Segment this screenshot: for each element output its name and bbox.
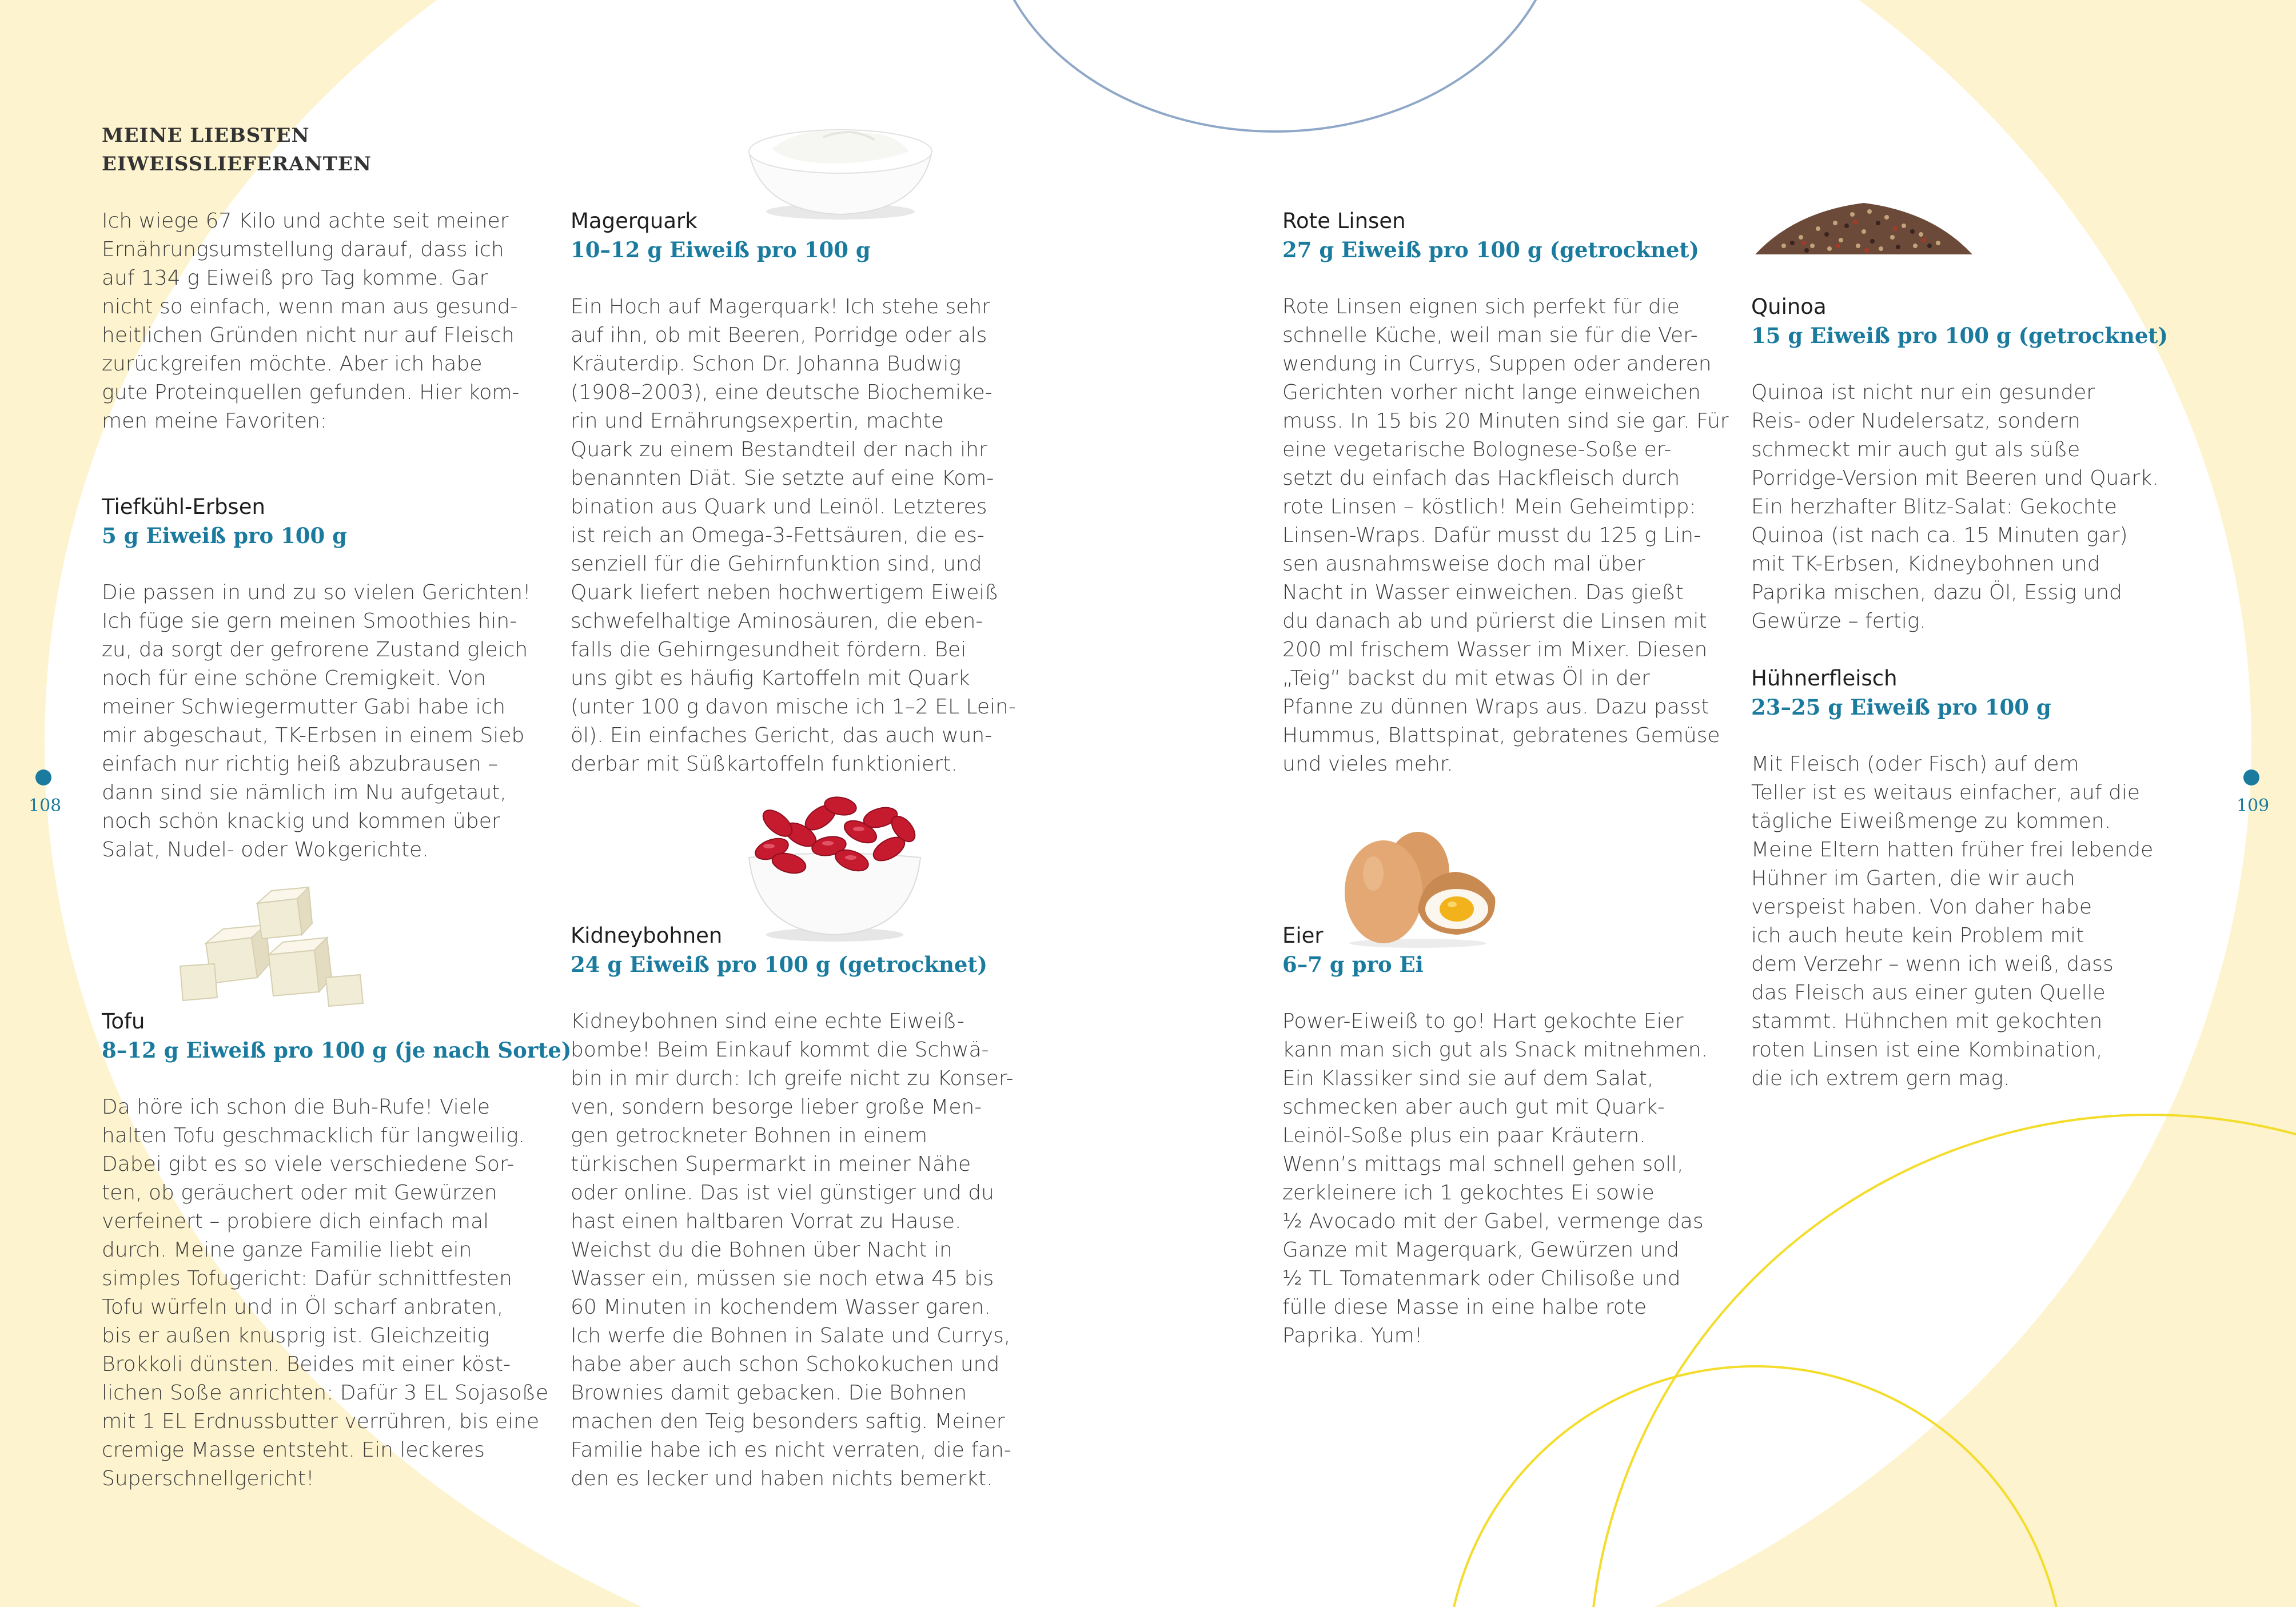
section-heading-line1: MEINE LIEBSTEN <box>102 124 310 147</box>
page-number-left: 108 <box>29 796 62 816</box>
linsen-title: Rote Linsen <box>1282 209 1406 233</box>
huhn-protein: 23–25 g Eiweiß pro 100 g <box>1751 695 2051 720</box>
kidneybohnen-text: Kidneybohnen sind eine echte Eiweiß- bombe! Beim Einkauf kommt die Schwä- bin in mir durch: Ich greife nicht zu Konser- ven, sondern besorge lieber große Men- gen getrockneter Bohnen in einem türkischen Supermarkt in meiner Nähe oder online. Das ist viel günstiger und du hast einen haltbaren Vorrat zu Hause. Weichst du die Bohnen über Nacht in Wasser ein, müssen sie noch etwa 45 bis 60 Minuten in kochendem Wasser garen. Ich werfe die Bohnen in Salate und Currys, habe aber auch schon Schokokuchen und Brownies damit gebacken. Die Bohnen machen den Teig besonders saftig. Meiner Familie habe ich es nicht verraten, die fan- den es lecker und haben nichts bemerkt. <box>571 1010 1014 1490</box>
kidneybohnen-image <box>738 795 932 943</box>
intro-text: Ich wiege 67 Kilo und achte seit meiner Ernährungsumstellung darauf, dass ich auf 134 g Eiweiß pro Tag komme. Gar nicht so einfach, wenn man aus gesund- heitlichen Gründen nicht nur auf Fleisch zurückgreifen möchte. Aber ich habe gute Proteinquellen gefunden. Hier kom- men meine Favoriten: <box>102 209 520 433</box>
kidneybohnen-protein: 24 g Eiweiß pro 100 g (getrocknet) <box>571 952 987 977</box>
linsen-text: Rote Linsen eignen sich perfekt für die schnelle Küche, weil man sie für die Ver- wendung in Currys, Suppen oder anderen Gerichten vorher nicht lange einweichen muss. In 15 bis 20 Minuten sind sie gar. Für eine vegetarische Bolognese-Soße er- setzt du einfach das Hackfleisch durch rote Linsen – köstlich! Mein Geheimtipp: Linsen-Wraps. Dafür musst du 125 g Lin- sen ausnahmsweise doch mal über Nacht in Wasser einweichen. Das gießt du danach ab und pürierst die Linsen mit 200 ml frischem Wasser im Mixer. Diesen „Teig“ backst du mit etwas Öl in der Pfanne zu dünnen Wraps aus. Dazu passt Hummus, Blattspinat, gebratenes Gemüse und vieles mehr. <box>1282 295 1729 776</box>
quinoa-protein: 15 g Eiweiß pro 100 g (getrocknet) <box>1751 323 2168 348</box>
magerquark-text: Ein Hoch auf Magerquark! Ich stehe sehr auf ihn, ob mit Beeren, Porridge oder als Kräuterdip. Schon Dr. Johanna Budwig (1908–2003), eine deutsche Biochemike- rin und Ernährungsexpertin, machte Quark zu einem Bestandteil der nach ihr benannten Diät. Sie setzte auf eine Kom- bination aus Quark und Leinöl. Letzteres ist reich an Omega-3-Fettsäuren, die es- senziell für die Gehirnfunktion sind, und Quark liefert neben hochwertigem Eiweiß schwefelhaltige Aminosäuren, die eben- falls die Gehirngesundheit fördern. Bei uns gibt es häufig Kartoffeln mit Quark (unter 100 g davon mische ich 1–2 EL Lein- öl). Ein einfaches Gericht, das auch wun- derbar mit Süßkartoffeln funktioniert. <box>571 295 1016 776</box>
section-heading <box>102 121 372 178</box>
quinoa-text: Quinoa ist nicht nur ein gesunder Reis- oder Nudelersatz, sondern schmeckt mir auch gut als süße Porridge-Version mit Beeren und Quark. Ein herzhafter Blitz-Salat: Gekochte Quinoa (ist nach ca. 15 Minuten gar) mit TK-Erbsen, Kidneybohnen und Paprika mischen, dazu Öl, Essig und Gewürze – fertig. <box>1751 381 2159 633</box>
magerquark-title: Magerquark <box>571 209 697 233</box>
erbsen-text: Die passen in und zu so vielen Gerichten! Ich füge sie gern meinen Smoothies hin- zu, da sorgt der gefrorene Zustand gleich noch für eine schöne Cremigkeit. Von meiner Schwiegermutter Gabi habe ich mir abgeschaut, TK-Erbsen in einem Sieb einfach nur richtig heiß abzubrausen – dann sind sie nämlich im Nu aufgetaut, noch schön knackig und kommen über Salat, Nudel- oder Wokgerichte. <box>102 581 531 862</box>
section-heading-line2: EIWEISSLIEFERANTEN <box>102 153 372 176</box>
linsen-protein: 27 g Eiweiß pro 100 g (getrocknet) <box>1282 237 1699 262</box>
huhn-text: Mit Fleisch (oder Fisch) auf dem Teller ist es weitaus einfacher, auf die tägliche Eiweißmenge zu kommen. Meine Eltern hatten früher frei lebende Hühner im Garten, die wir auch verspeist haben. Von daher habe ich auch heute kein Problem mit dem Verzehr – wenn ich weiß, dass das Fleisch aus einer guten Quelle stammt. Hühnchen mit gekochten roten Linsen ist eine Kombination, die ich extrem gern mag. <box>1751 752 2154 1090</box>
tofu-title: Tofu <box>102 1009 145 1034</box>
eier-image <box>1332 829 1504 949</box>
kidneybohnen-title: Kidneybohnen <box>571 923 723 948</box>
erbsen-protein: 5 g Eiweiß pro 100 g <box>102 523 347 548</box>
eier-protein: 6–7 g pro Ei <box>1282 952 1424 977</box>
tofu-image <box>172 880 377 1012</box>
huhn-title: Hühnerfleisch <box>1751 666 1898 691</box>
quinoa-title: Quinoa <box>1751 294 1827 319</box>
tofu-text: Da höre ich schon die Buh-Rufe! Viele halten Tofu geschmacklich für langweilig. Dabei gibt es so viele verschiedene Sor- ten, ob geräuchert oder mit Gewürzen verfeinert – probiere dich einfach mal durch. Meine ganze Familie liebt ein simples Tofugericht: Dafür schnittfesten Tofu würfeln und in Öl scharf anbraten, bis er außen knusprig ist. Gleichzeitig Brokkoli dünsten. Beides mit einer köst- lichen Soße anrichten: Dafür 3 EL Sojasoße mit 1 EL Erdnussbutter verrühren, bis eine cremige Masse entsteht. Ein leckeres Superschnellgericht! <box>102 1095 549 1490</box>
page-marker-dot-right <box>2243 769 2259 785</box>
eier-text: Power-Eiweiß to go! Hart gekochte Eier kann man sich gut als Snack mitnehmen. Ein Klassiker sind sie auf dem Salat, schmecken aber auch gut mit Quark- Leinöl-Soße plus ein paar Kräutern. Wenn’s mittags mal schnell gehen soll, zerkleinere ich 1 gekochtes Ei sowie ½ Avocado mit der Gabel, vermenge das Ganze mit Magerquark, Gewürzen und ½ TL Tomatenmark oder Chilisoße und fülle diese Masse in eine halbe rote Paprika. Yum! <box>1282 1010 1708 1347</box>
eier-title: Eier <box>1282 923 1324 948</box>
page-marker-dot-left <box>35 769 51 785</box>
magerquark-image <box>738 111 943 226</box>
tofu-protein: 8–12 g Eiweiß pro 100 g (je nach Sorte) <box>102 1038 572 1063</box>
magerquark-protein: 10–12 g Eiweiß pro 100 g <box>571 237 871 262</box>
page-number-right: 109 <box>2237 796 2270 816</box>
erbsen-title: Tiefkühl-Erbsen <box>102 495 265 519</box>
tofu-cubes <box>180 887 363 1006</box>
quinoa-image <box>1749 189 1978 263</box>
